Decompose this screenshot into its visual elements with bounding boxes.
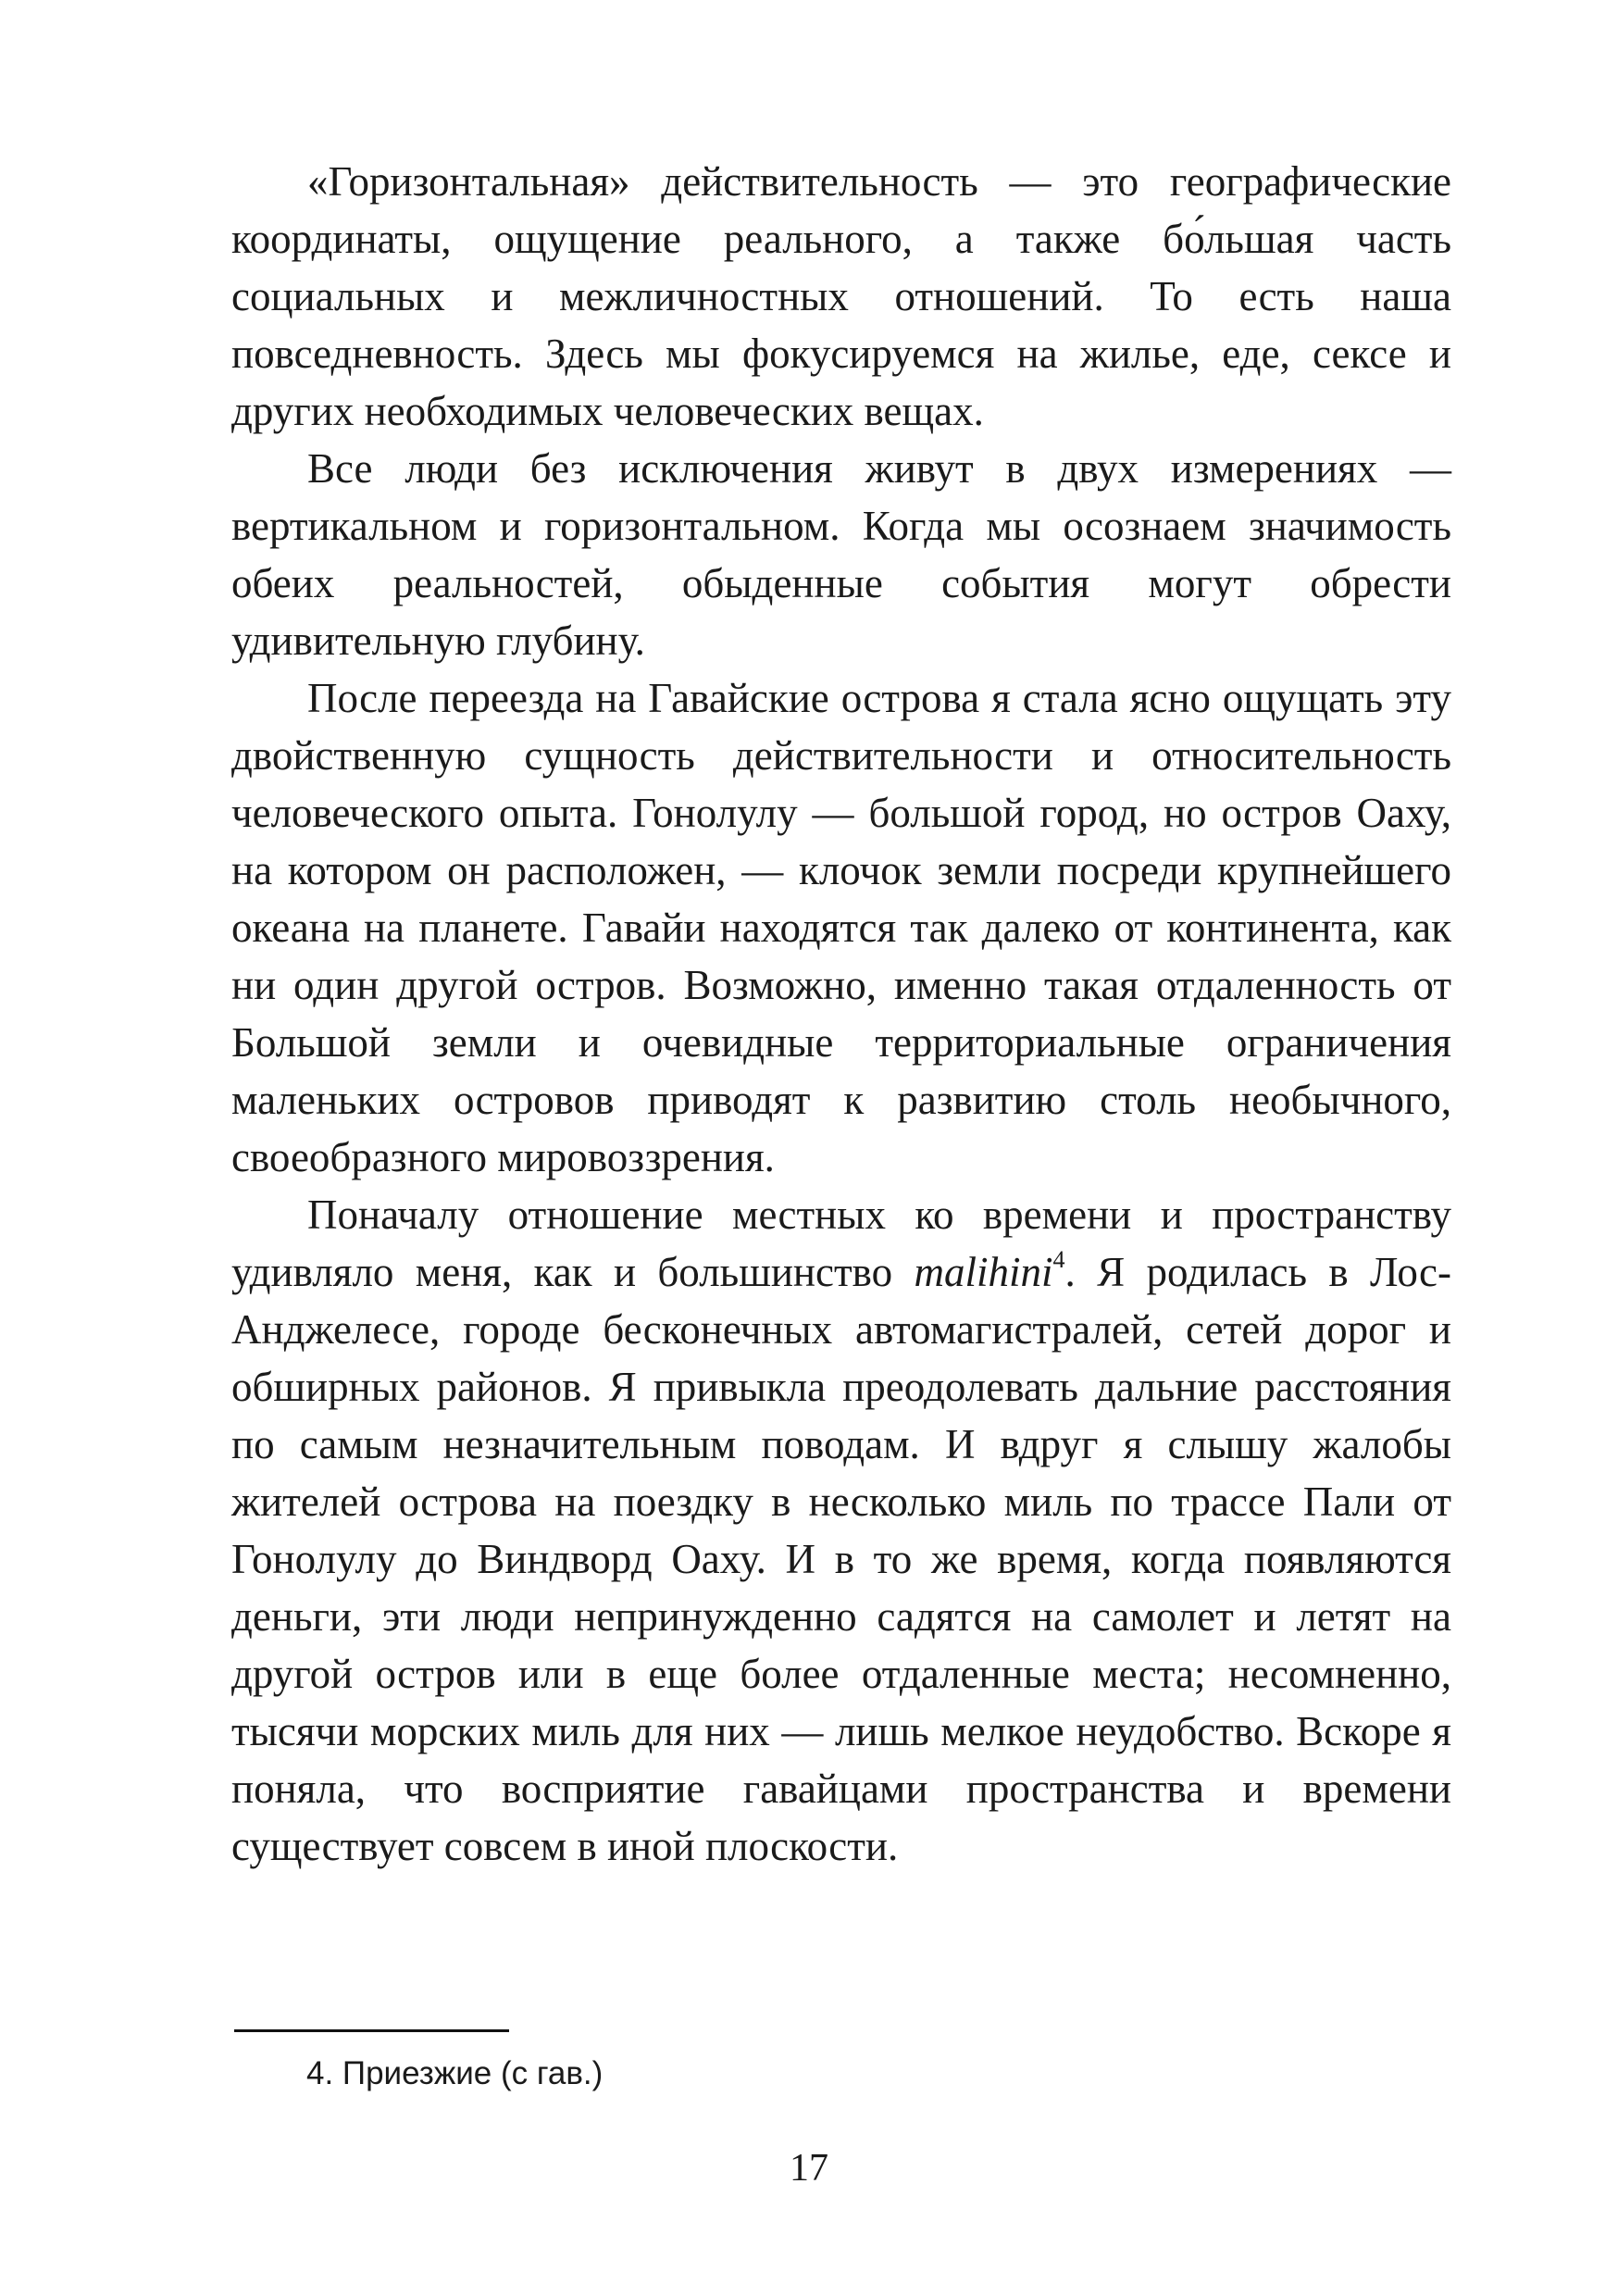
footnote: 4. Приезжие (с гав.) — [306, 2055, 604, 2091]
paragraph-4 — [231, 1186, 1451, 1875]
page-number: 17 — [790, 2147, 828, 2190]
paragraph-1: «Горизонтальная» действительность — это географические координаты, ощущение реального, а также бо́льшая часть социальных и межличностных отношений. То есть наша повседневность. Здесь мы фокусируемся на жилье, еде, сексе и других необходимых человеческих вещах. — [231, 158, 1451, 434]
italic-term: malihini — [914, 1249, 1053, 1295]
footnote-reference[interactable]: 4 — [1052, 1246, 1065, 1273]
paragraph-2: Все люди без исключения живут в двух измерениях — вертикальном и горизонтальном. Когда мы осознаем значимость обеих реальностей, обыденные события могут обрести удивительную глубину. — [231, 445, 1451, 664]
footnote-divider — [234, 2029, 509, 2032]
main-text — [231, 153, 1451, 1875]
paragraph-3: После переезда на Гавайские острова я стала ясно ощущать эту двойственную сущность действительности и относительность человеческого опыта. Гонолулу — большой город, но остров Оаху, на котором он расположен, — клочок земли посреди крупнейшего океана на планете. Гавайи находятся так далеко от континента, как ни один другой остров. Возможно, именно такая отдаленность от Большой земли и очевидные территориальные ограничения маленьких островов приводят к развитию столь необычного, своеобразного мировоззрения. — [231, 675, 1451, 1180]
paragraph-4-start: Поначалу отношение местных ко времени и пространству удивляло меня, как и большинство — [231, 1192, 1451, 1295]
paragraph-4-end: . Я родилась в Лос-Анджелесе, городе бесконечных автомагистралей, сетей дорог и обширных районов. Я привыкла преодолевать дальние расстояния по самым незначительным поводам. И вдруг я слышу жалобы жителей острова на поездку в несколько миль по трассе Пали от Гонолулу до Виндворд Оаху. И в то же время, когда появляются деньги, эти люди непринужденно садятся на самолет и летят на другой остров или в еще более отдаленные места; несомненно, тысячи морских миль для них — лишь мелкое неудобство. Вскоре я поняла, что восприятие гавайцами пространства и времени существует совсем в иной плоскости. — [231, 1249, 1451, 1869]
